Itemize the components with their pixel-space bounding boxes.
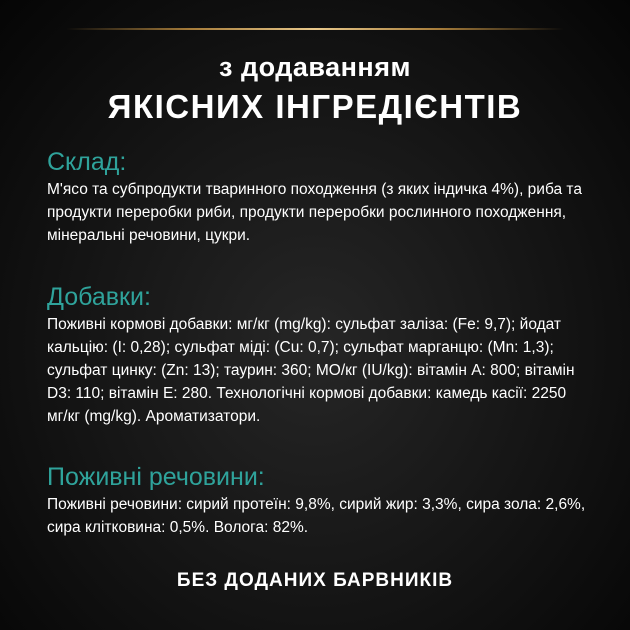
nutrients-section: [47, 463, 587, 539]
no-colorants-claim: БЕЗ ДОДАНИХ БАРВНИКІВ: [176, 570, 454, 591]
composition-section: [47, 148, 587, 247]
nutrients-text: Поживні речовини: сирий протеїн: 9,8%, сирий жир: 3,3%, сира зола: 2,6%, сира клітковина: 0,5%. Волога: 82%.: [47, 496, 586, 536]
gold-divider-line: [66, 28, 564, 30]
nutrients-title: Поживні речовини:: [47, 463, 265, 491]
headline-subtitle: з додаванням: [219, 52, 411, 82]
composition-title: Склад:: [47, 148, 127, 176]
composition-text: М'ясо та субпродукти тваринного походження (з яких індичка 4%), риба та продукти переробки риби, продукти переробки рослинного походження, мінеральні речовини, цукри.: [47, 181, 582, 244]
additives-section: [47, 283, 587, 428]
additives-text: Поживні кормові добавки: мг/кг (mg/kg): сульфат заліза: (Fe: 9,7); йодат кальцію: (I: 0,28); сульфат міді: (Cu: 0,7); сульфат марганцю: (Mn: 1,3); сульфат цинку: (Zn: 13); таурин: 360; МО/кг (IU/kg): вітамін А: 800; вітамін D3: 110; вітамін Е: 280. Технологічні кормові добавки: камедь касії: 2250 мг/кг (mg/kg). Ароматизатори.: [47, 316, 575, 425]
headline-title: ЯКІСНИХ ІНГРЕДІЄНТІВ: [107, 88, 523, 125]
additives-title: Добавки:: [47, 283, 151, 311]
